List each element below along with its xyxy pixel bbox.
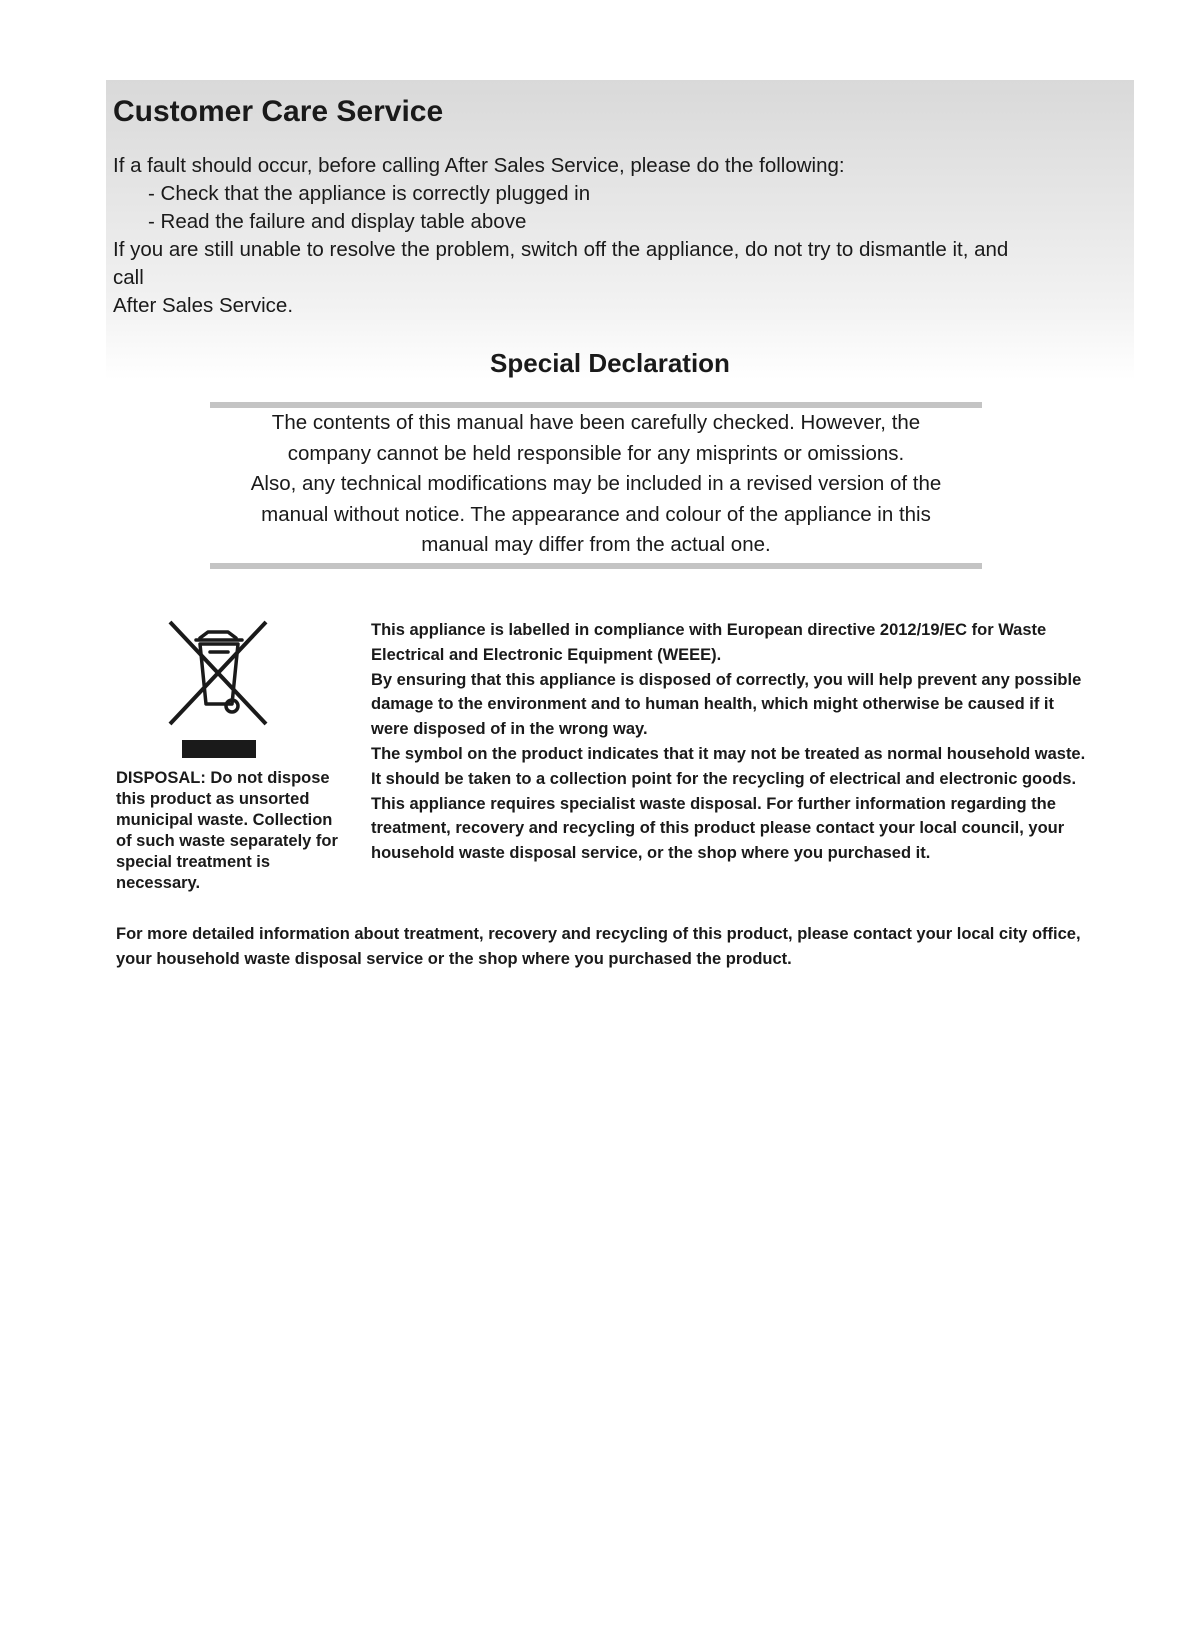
special-declaration-title: Special Declaration (490, 348, 730, 378)
check-item-failure-table: - Read the failure and display table above (148, 210, 527, 233)
customer-care-title: Customer Care Service (113, 95, 444, 128)
declaration-bottom-rule (210, 563, 982, 569)
weee-paragraph: This appliance is labelled in compliance with European directive 2012/19/EC for Waste Electrical and Electronic Equipment (WEEE). (371, 621, 1047, 664)
special-declaration-text (210, 408, 982, 561)
disposal-note: DISPOSAL: Do not dispose this product as unsorted municipal waste. Collection of such waste separately for special treatment is necessary. (116, 769, 338, 892)
weee-paragraph: By ensuring that this appliance is disposed of correctly, you will help prevent any possible damage to the environment and to human health, which might otherwise be caused if it were disposed of in the wrong way. (371, 670, 1082, 739)
customer-care-unresolved-1: If you are still unable to resolve the problem, switch off the appliance, do not try to dismantle it, and (113, 238, 1009, 261)
declaration-line: Also, any technical modifications may be included in a revised version of the (250, 472, 942, 495)
weee-paragraph: This appliance requires specialist waste disposal. For further information regarding the treatment, recovery and recycling of this product please contact your local council, your household waste disposal service, or the shop where you purchased it. (371, 794, 1065, 863)
weee-paragraph: The symbol on the product indicates that it may not be treated as normal household waste. It should be taken to a collection point for the recycling of electrical and electronic goods. (371, 744, 1086, 788)
check-item-plugged: - Check that the appliance is correctly plugged in (148, 182, 591, 205)
weee-directive-text (371, 618, 1086, 866)
declaration-line: company cannot be held responsible for any misprints or omissions. (287, 441, 905, 465)
customer-care-unresolved-3: After Sales Service. (113, 294, 294, 317)
declaration-line: manual without notice. The appearance and colour of the appliance in this (261, 502, 931, 526)
customer-care-body (113, 152, 1113, 320)
recycling-footer-note: For more detailed information about treatment, recovery and recycling of this product, please contact your local city office, your household waste disposal service or the shop where you purchased the product. (116, 925, 1081, 968)
customer-care-intro: If a fault should occur, before calling After Sales Service, please do the following: (113, 154, 845, 177)
declaration-line: The contents of this manual have been carefully checked. However, the (271, 411, 921, 434)
weee-black-bar (182, 740, 256, 758)
declaration-line: manual may differ from the actual one. (421, 533, 771, 556)
crossed-out-wheelie-bin-icon (168, 620, 268, 730)
customer-care-unresolved-2: call (113, 266, 144, 289)
